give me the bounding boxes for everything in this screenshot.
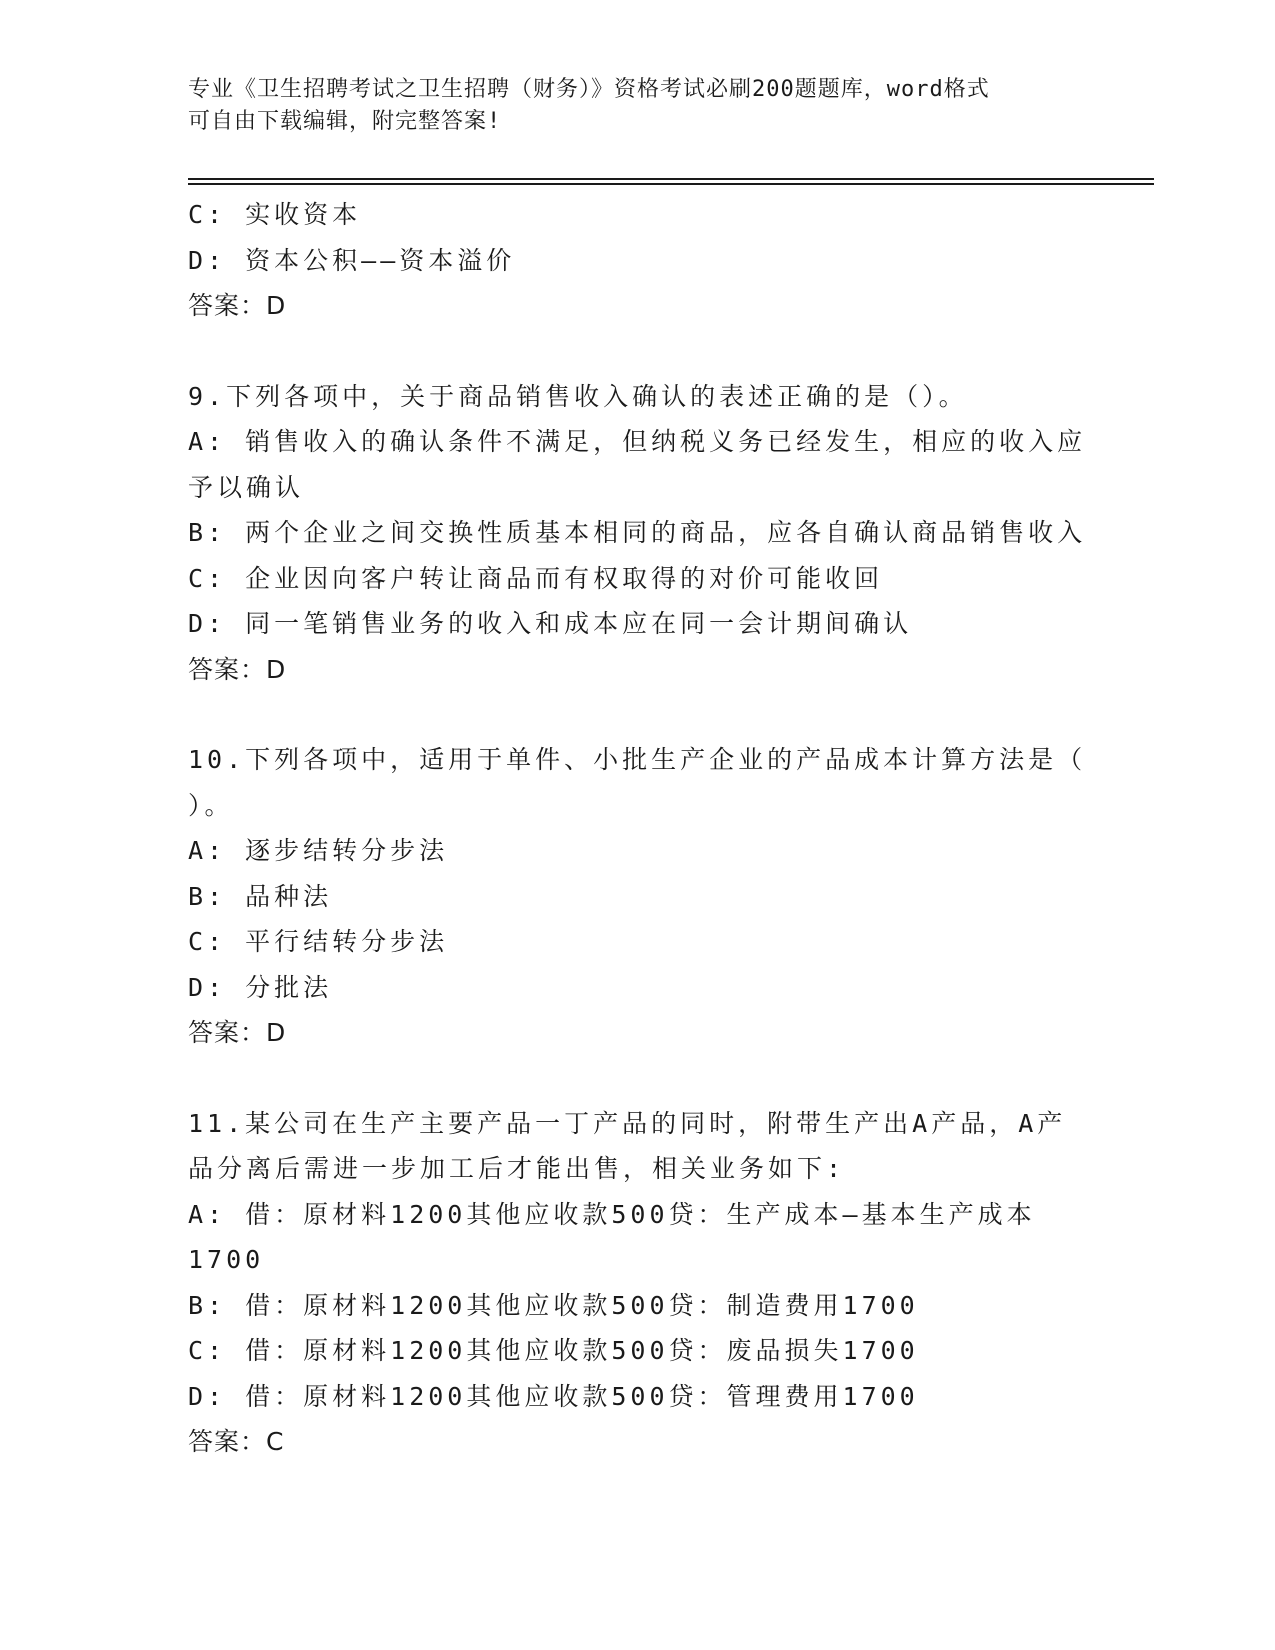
question-11 <box>188 1101 1088 1465</box>
question-stem-continued: ）。 <box>188 790 234 820</box>
option-b: B: 两个企业之间交换性质基本相同的商品，应各自确认商品销售收入 <box>188 518 1087 547</box>
question-stem: 10.下列各项中，适用于单件、小批生产企业的产品成本计算方法是（ <box>188 745 1087 774</box>
option-c: C: 平行结转分步法 <box>188 927 449 956</box>
question-10 <box>188 737 1088 1056</box>
option-b: B: 品种法 <box>188 881 333 911</box>
question-8-tail <box>188 192 1088 329</box>
option-d: D: 分批法 <box>188 972 333 1002</box>
header-line-1: 专业《卫生招聘考试之卫生招聘（财务）》资格考试必刷200题题库，word格式 <box>188 77 990 102</box>
option-a-continued: 予以确认 <box>188 472 305 502</box>
option-c: C: 企业因向客户转让商品而有权取得的对价可能收回 <box>188 563 884 593</box>
option-d: D: 资本公积——资本溢价 <box>188 245 516 275</box>
question-stem: 9.下列各项中，关于商品销售收入确认的表述正确的是（）。 <box>188 381 968 411</box>
question-list <box>188 192 1088 1465</box>
option-b: B: 借：原材料1200其他应收款500贷：制造费用1700 <box>188 1290 919 1320</box>
answer-text: 答案：C <box>188 1427 285 1456</box>
answer-text: 答案：D <box>188 291 287 320</box>
option-a-continued: 1700 <box>188 1245 265 1274</box>
option-d: D: 同一笔销售业务的收入和成本应在同一会计期间确认 <box>188 609 913 638</box>
question-stem: 11.某公司在生产主要产品一丁产品的同时，附带生产出A产品，A产 <box>188 1108 1067 1138</box>
option-c: C: 实收资本 <box>188 200 362 229</box>
document-header <box>188 74 1068 138</box>
answer-text: 答案：D <box>188 654 287 684</box>
question-9 <box>188 374 1088 693</box>
header-line-2: 可自由下载编辑，附完整答案! <box>188 109 502 134</box>
option-c: C: 借：原材料1200其他应收款500贷：废品损失1700 <box>188 1336 919 1365</box>
answer-text: 答案：D <box>188 1018 287 1047</box>
option-a: A: 借：原材料1200其他应收款500贷：生产成本—基本生产成本 <box>188 1199 1036 1229</box>
question-stem-continued: 品分离后需进一步加工后才能出售，相关业务如下: <box>188 1154 846 1183</box>
header-rule-bottom <box>188 183 1154 185</box>
option-a: A: 销售收入的确认条件不满足，但纳税义务已经发生，相应的收入应 <box>188 427 1087 456</box>
option-a: A: 逐步结转分步法 <box>188 836 449 865</box>
header-rule-top <box>188 178 1154 180</box>
option-d: D: 借：原材料1200其他应收款500贷：管理费用1700 <box>188 1381 919 1411</box>
